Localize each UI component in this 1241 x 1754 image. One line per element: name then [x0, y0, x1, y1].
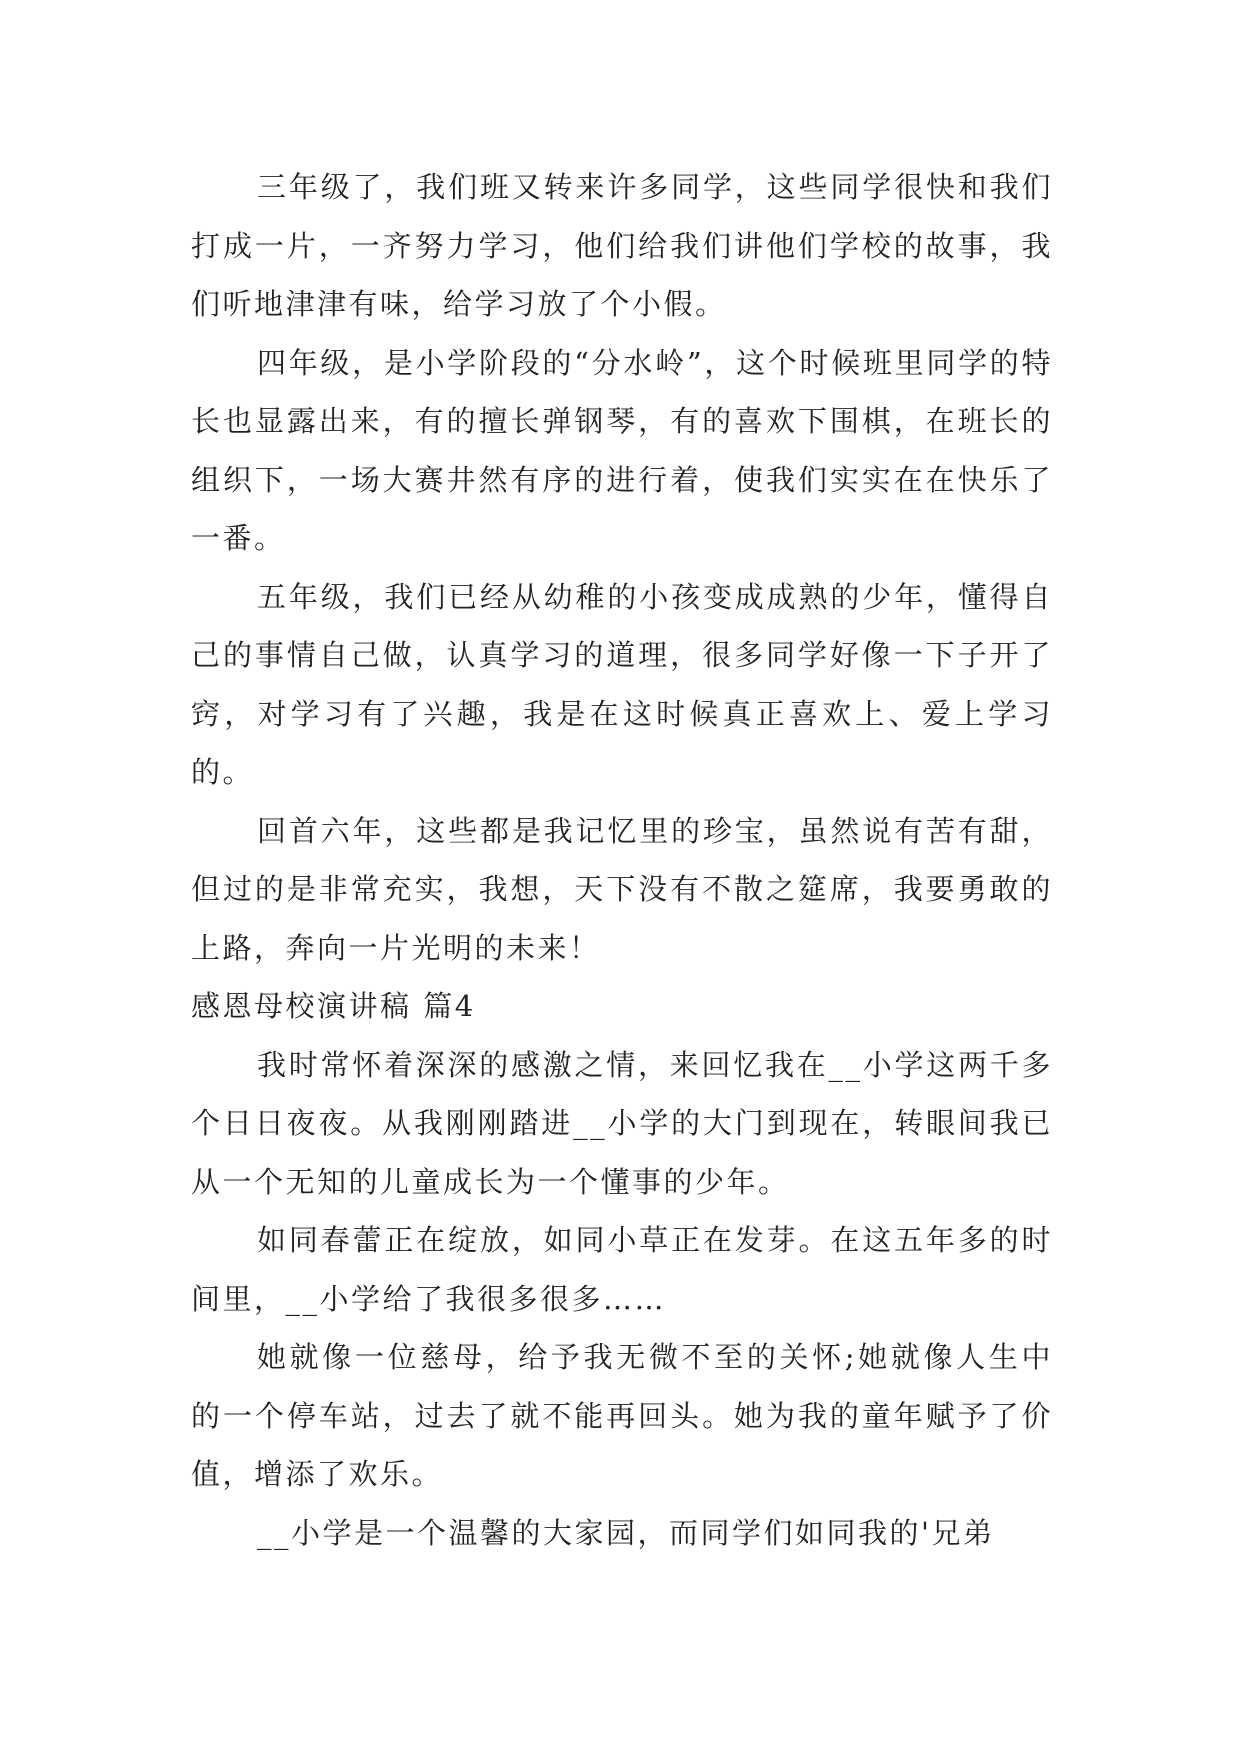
paragraph-grade-five: 五年级，我们已经从幼稚的小孩变成成熟的少年，懂得自己的事情自己做，认真学习的道理，很多同学好像一下子开了窍，对学习有了兴趣，我是在这时候真正喜欢上、爱上学习的。	[191, 579, 1053, 789]
paragraph-grade-three: 三年级了，我们班又转来许多同学，这些同学很快和我们打成一片，一齐努力学习，他们给我们讲他们学校的故事，我们听地津津有味，给学习放了个小假。	[191, 170, 1053, 321]
paragraph-loving-mother: 她就像一位慈母，给予我无微不至的关怀;她就像人生中的一个停车站，过去了就不能再回头。她为我的童年赋予了价值，增添了欢乐。	[191, 1340, 1053, 1491]
paragraph-looking-back: 回首六年，这些都是我记忆里的珍宝，虽然说有苦有甜，但过的是非常充实，我想，天下没有不散之筵席，我要勇敢的上路，奔向一片光明的未来！	[191, 813, 1053, 965]
document-body	[191, 158, 1053, 1562]
paragraph-grade-four: 四年级，是小学阶段的“分水岭”，这个时候班里同学的特长也显露出来，有的擅长弹钢琴，有的喜欢下围棋，在班长的组织下，一场大赛井然有序的进行着，使我们实实在在快乐了一番。	[191, 345, 1053, 555]
paragraph-big-family: __小学是一个温馨的大家园，而同学们如同我的'兄弟	[257, 1515, 995, 1550]
paragraph-gratitude: 我时常怀着深深的感激之情，来回忆我在__小学这两千多个日日夜夜。从我刚刚踏进__小学的大门到现在，转眼间我已从一个无知的儿童成长为一个懂事的少年。	[191, 1047, 1053, 1199]
section-heading: 感恩母校演讲稿 篇4	[191, 989, 476, 1023]
paragraph-spring-bud: 如同春蕾正在绽放，如同小草正在发芽。在这五年多的时间里，__小学给了我很多很多……	[191, 1223, 1053, 1316]
